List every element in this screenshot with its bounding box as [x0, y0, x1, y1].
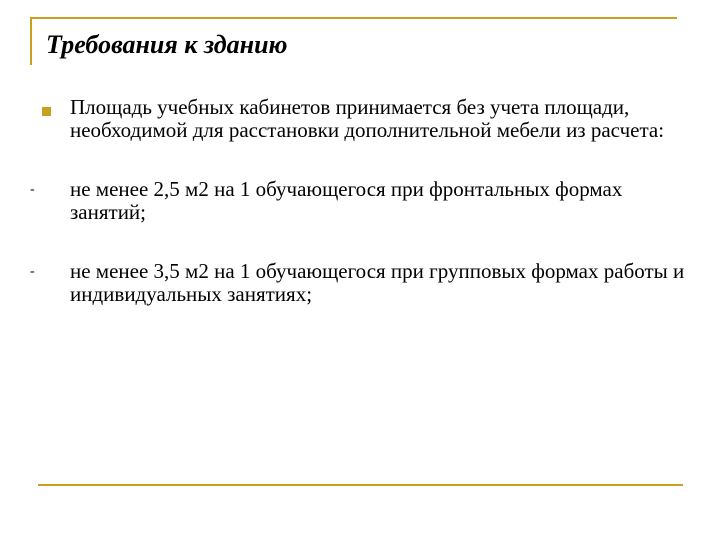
dash-bullet: -	[30, 264, 35, 279]
list-item-text: не менее 2,5 м2 на 1 обучающегося при фронтальных формах занятий;	[70, 177, 623, 224]
list-item-text: не менее 3,5 м2 на 1 обучающегося при групповых формах работы и индивидуальных занятиях;	[70, 259, 685, 306]
list-item	[30, 177, 690, 224]
square-bullet-icon	[42, 107, 51, 116]
bottom-divider	[38, 484, 683, 486]
list-item-text: Площадь учебных кабинетов принимается без учета площади, необходимой для расстановки дополнительной мебели из расчета:	[70, 95, 665, 142]
slide-content	[30, 95, 690, 306]
left-divider	[30, 17, 32, 65]
list-item	[40, 96, 690, 142]
dash-bullet: -	[30, 182, 35, 197]
list-item	[30, 259, 690, 306]
top-divider	[30, 17, 677, 19]
slide-title: Требования к зданию	[46, 30, 288, 59]
